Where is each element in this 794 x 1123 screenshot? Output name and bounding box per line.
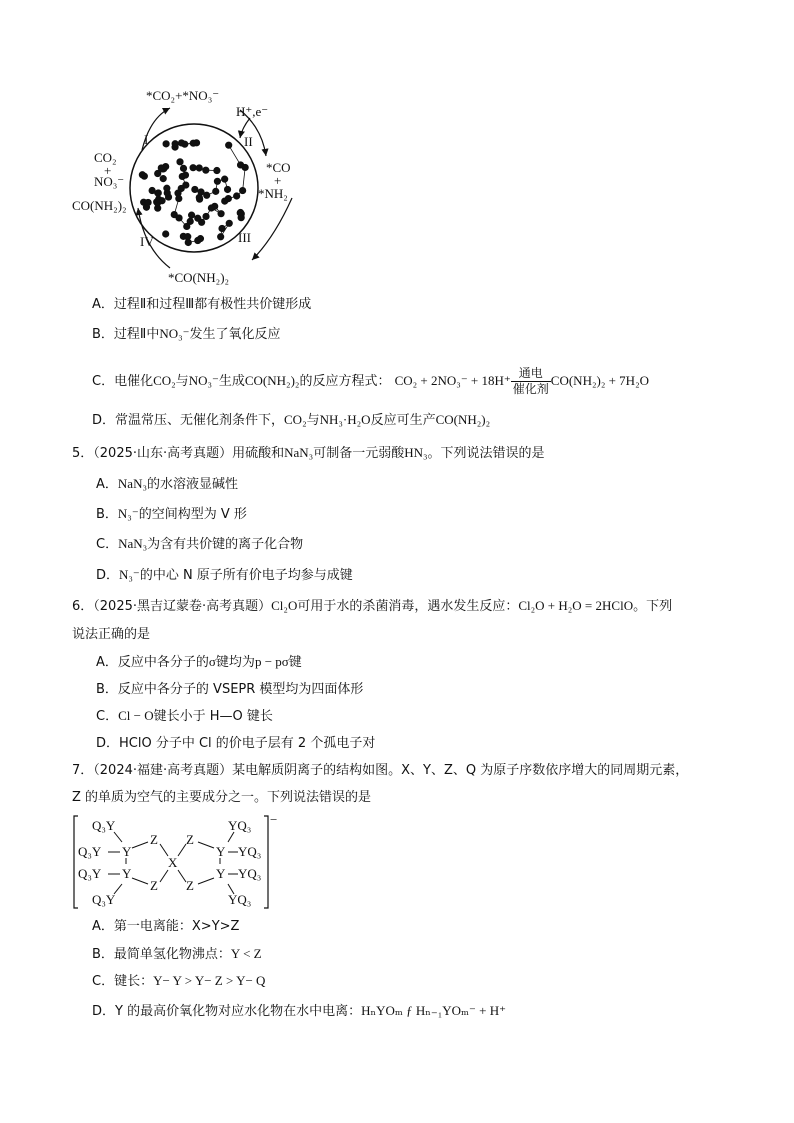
q6-a-mid: 键均为 xyxy=(215,655,255,670)
lattice-atom xyxy=(176,195,182,201)
lattice-atom xyxy=(145,199,151,205)
q6-option-c xyxy=(96,707,273,726)
q5-a-post: 的水溶液显碱性 xyxy=(147,477,239,492)
lattice-atom xyxy=(214,178,220,184)
lattice-atom xyxy=(188,212,194,218)
label-no3: NO₃⁻ xyxy=(94,174,125,189)
lattice-atom xyxy=(192,186,198,192)
lattice-atom xyxy=(224,186,230,192)
q5-stem-post: 。下列说法错误的是 xyxy=(427,446,545,461)
q6-stem-post: 。下列 xyxy=(633,599,673,614)
lattice-atom xyxy=(195,215,201,221)
q4-d-chem3: CO(NH₂)₂ xyxy=(435,412,491,427)
q5-c-post: 为含有共价键的离子化合物 xyxy=(147,537,304,552)
q6-a-chem: p − pσ xyxy=(254,654,289,669)
lattice-atom xyxy=(239,187,245,193)
label-star-nh2: *NH₂ xyxy=(258,186,288,201)
q4-option-a: A．过程Ⅱ和过程Ⅲ都有极性共价键形成 xyxy=(92,297,312,312)
lattice-atom xyxy=(182,141,188,147)
q4-option-d xyxy=(92,411,490,430)
catalyst-cycle-diagram xyxy=(60,88,320,288)
q7-option-a: A．第一电离能：X>Y>Z xyxy=(92,919,240,934)
lattice-atom xyxy=(203,213,209,219)
lattice-atom xyxy=(237,209,243,215)
q5-option-b xyxy=(96,505,247,524)
q6-stem-chem1: Cl₂O xyxy=(271,598,298,613)
lattice-atom xyxy=(217,234,223,240)
q7-b-pre: B．最简单氢化物沸点： xyxy=(92,947,231,962)
lattice-atom xyxy=(218,210,224,216)
label-roman-IV: IV xyxy=(140,234,154,249)
label-roman-I: I xyxy=(144,132,149,147)
label-h-e: H⁺,e⁻ xyxy=(236,104,269,119)
q5-stem-mid: 可制备一元弱酸 xyxy=(313,446,405,461)
q5-d-post: 的中心 N 原子所有价电子均参与成键 xyxy=(139,568,353,583)
q4-c-chem3: CO(NH₂)₂ xyxy=(244,373,300,388)
lattice-atom xyxy=(226,220,232,226)
label-q3y-4: Q₃Y xyxy=(92,892,116,907)
lattice-atom xyxy=(196,165,202,171)
label-top: *CO₂+*NO₃⁻ xyxy=(146,88,220,103)
q5-stem xyxy=(72,444,545,463)
q6-a-sigma: σ xyxy=(208,654,216,669)
lattice-atom xyxy=(158,165,164,171)
q4-option-b xyxy=(92,325,281,344)
lattice-atom xyxy=(163,141,169,147)
lattice-atom xyxy=(162,231,168,237)
q5-d-pre: D． xyxy=(96,568,120,583)
lattice-atom xyxy=(180,165,186,171)
lattice-atom xyxy=(177,159,183,165)
q5-stem-chem2: HN₃ xyxy=(404,445,428,460)
reaction-condition xyxy=(511,366,551,397)
q4-b-chem: NO₃⁻ xyxy=(159,326,190,341)
lattice-atom xyxy=(225,142,231,148)
condition-top: 通电 xyxy=(511,366,551,382)
lattice-atom xyxy=(139,172,145,178)
q6-stem-eq: Cl₂O + H₂O = 2HClO xyxy=(518,598,634,613)
q6-stem-line2: 说法正确的是 xyxy=(72,627,151,642)
label-yq3-2: YQ₃ xyxy=(238,844,262,859)
q6-option-a xyxy=(96,653,302,672)
q5-stem-chem1: NaN₃ xyxy=(284,445,314,460)
lattice-atom xyxy=(203,167,209,173)
q4-c-chem2: NO₃⁻ xyxy=(188,373,219,388)
label-q3y-3: Q₃Y xyxy=(78,866,102,881)
label-y-left-2: Y xyxy=(122,866,132,881)
label-y-left-1: Y xyxy=(122,844,132,859)
q4-d-mid2: 反应可生产 xyxy=(370,413,436,428)
label-x: X xyxy=(168,855,178,870)
lattice-atom xyxy=(185,233,191,239)
q4-c-eq-right: CO(NH₂)₂ + 7H₂O xyxy=(550,373,649,388)
label-y-right-1: Y xyxy=(216,844,226,859)
q7-d-chem: HₙYOₘ ƒ Hₙ₋₁YOₘ⁻ + H⁺ xyxy=(361,1003,506,1018)
q4-c-chem1: CO₂ xyxy=(153,373,176,388)
q4-c-mid1: 与 xyxy=(175,374,189,389)
q5-a-chem: NaN₃ xyxy=(117,476,147,491)
label-z-left-1: Z xyxy=(150,832,158,847)
q4-d-chem1: CO₂ xyxy=(284,412,307,427)
lattice-atom xyxy=(219,225,225,231)
q7-stem-line1: 7．（2024·福建·高考真题）某电解质阴离子的结构如图。X、Y、Z、Q 为原子序数依序增大的同周期元素， xyxy=(72,763,689,778)
q6-stem-line1 xyxy=(72,597,672,616)
q5-c-pre: C． xyxy=(96,537,119,552)
label-plus-2: + xyxy=(274,173,282,188)
lattice-atom xyxy=(190,164,196,170)
q7-stem-line2: Z 的单质为空气的主要成分之一。下列说法错误的是 xyxy=(72,790,372,805)
label-yq3-3: YQ₃ xyxy=(238,866,262,881)
q6-option-b: B．反应中各分子的 VSEPR 模型均为四面体形 xyxy=(96,682,364,697)
q5-d-chem: N₃⁻ xyxy=(119,567,140,582)
lattice-atom xyxy=(155,190,161,196)
q5-b-pre: B． xyxy=(96,507,118,522)
q7-option-c xyxy=(92,972,265,991)
q4-d-mid: 与 xyxy=(306,413,320,428)
q5-a-pre: A． xyxy=(96,477,118,492)
label-y-right-2: Y xyxy=(216,866,226,881)
q6-c-chem: Cl − O xyxy=(118,708,154,723)
q4-d-chem2: NH₃·H₂O xyxy=(319,412,371,427)
q4-b-pre: B．过程Ⅱ中 xyxy=(92,327,160,342)
q5-stem-pre: 5．（2025·山东·高考真题）用硫酸和 xyxy=(72,446,285,461)
q4-c-pre: C．电催化 xyxy=(92,374,154,389)
lattice-atom xyxy=(179,173,185,179)
label-roman-III: III xyxy=(238,230,251,245)
q6-option-d: D．HClO 分子中 Cl 的价电子层有 2 个孤电子对 xyxy=(96,736,376,751)
label-yq3-4: YQ₃ xyxy=(228,892,252,907)
label-urea: CO(NH₂)₂ xyxy=(72,198,127,213)
q7-option-b xyxy=(92,945,262,964)
lattice-atom xyxy=(160,175,166,181)
q5-c-chem: NaN₃ xyxy=(118,536,148,551)
lattice-atom xyxy=(187,218,193,224)
label-z-left-2: Z xyxy=(150,878,158,893)
label-q3y-2: Q₃Y xyxy=(78,844,102,859)
lattice-atom xyxy=(213,188,219,194)
q4-option-c xyxy=(92,366,649,397)
charge-label: − xyxy=(270,812,278,827)
q6-stem-pre: 6．（2025·黑吉辽蒙卷·高考真题） xyxy=(72,599,272,614)
q5-b-post: 的空间构型为 V 形 xyxy=(138,507,247,522)
lattice-atom xyxy=(172,141,178,147)
condition-bottom: 催化剂 xyxy=(512,382,549,396)
lattice-atom xyxy=(222,198,228,204)
q7-c-chem: Y− Y > Y− Z > Y− Q xyxy=(153,973,266,988)
q6-a-post: 键 xyxy=(288,655,302,670)
q7-option-d xyxy=(92,1002,506,1021)
lattice-atom xyxy=(197,235,203,241)
q7-b-chem: Y < Z xyxy=(230,946,262,961)
label-bottom: *CO(NH₂)₂ xyxy=(168,270,230,285)
label-yq3-1: YQ₃ xyxy=(228,818,252,833)
q7-d-pre: D．Y 的最高价氧化物对应水化物在水中电离： xyxy=(92,1004,362,1019)
q5-option-d xyxy=(96,566,353,585)
q5-option-a xyxy=(96,475,238,494)
q6-stem-mid: 可用于水的杀菌消毒，遇水发生反应： xyxy=(297,599,519,614)
q4-c-mid3: 的反应方程式： xyxy=(299,374,391,389)
label-star-co: *CO xyxy=(266,160,291,175)
lattice-atom xyxy=(214,167,220,173)
lattice-atom xyxy=(208,205,214,211)
q7-c-pre: C．键长： xyxy=(92,974,154,989)
q5-option-c xyxy=(96,535,303,554)
q6-a-pre: A．反应中各分子的 xyxy=(96,655,209,670)
lattice-atom xyxy=(176,215,182,221)
anion-structure-diagram xyxy=(70,812,290,912)
lattice-atom xyxy=(149,187,155,193)
q4-d-pre: D．常温常压、无催化剂条件下， xyxy=(92,413,285,428)
lattice-atom xyxy=(221,176,227,182)
lattice-atom xyxy=(185,239,191,245)
lattice-atom xyxy=(164,190,170,196)
q5-b-chem: N₃⁻ xyxy=(117,506,139,521)
lattice-atom xyxy=(233,193,239,199)
lattice-atom xyxy=(204,192,210,198)
arrow-III xyxy=(252,198,292,260)
q6-c-post: 键长小于 H—O 键长 xyxy=(153,709,273,724)
q6-c-pre: C． xyxy=(96,709,119,724)
q4-c-mid2: 生成 xyxy=(218,374,245,389)
lattice-atom xyxy=(190,140,196,146)
label-plus-1: + xyxy=(104,163,112,178)
q4-b-post: 发生了氧化反应 xyxy=(189,327,281,342)
label-co2: CO₂ xyxy=(94,150,117,165)
q4-c-eq-left: CO₂ + 2NO₃⁻ + 18H⁺ xyxy=(394,373,511,388)
label-z-right-1: Z xyxy=(186,832,194,847)
lattice-atom xyxy=(159,198,165,204)
label-roman-II: II xyxy=(244,134,253,149)
label-z-right-2: Z xyxy=(186,878,194,893)
lattice-atom xyxy=(178,185,184,191)
label-q3y-1: Q₃Y xyxy=(92,818,116,833)
lattice-atom xyxy=(237,162,243,168)
